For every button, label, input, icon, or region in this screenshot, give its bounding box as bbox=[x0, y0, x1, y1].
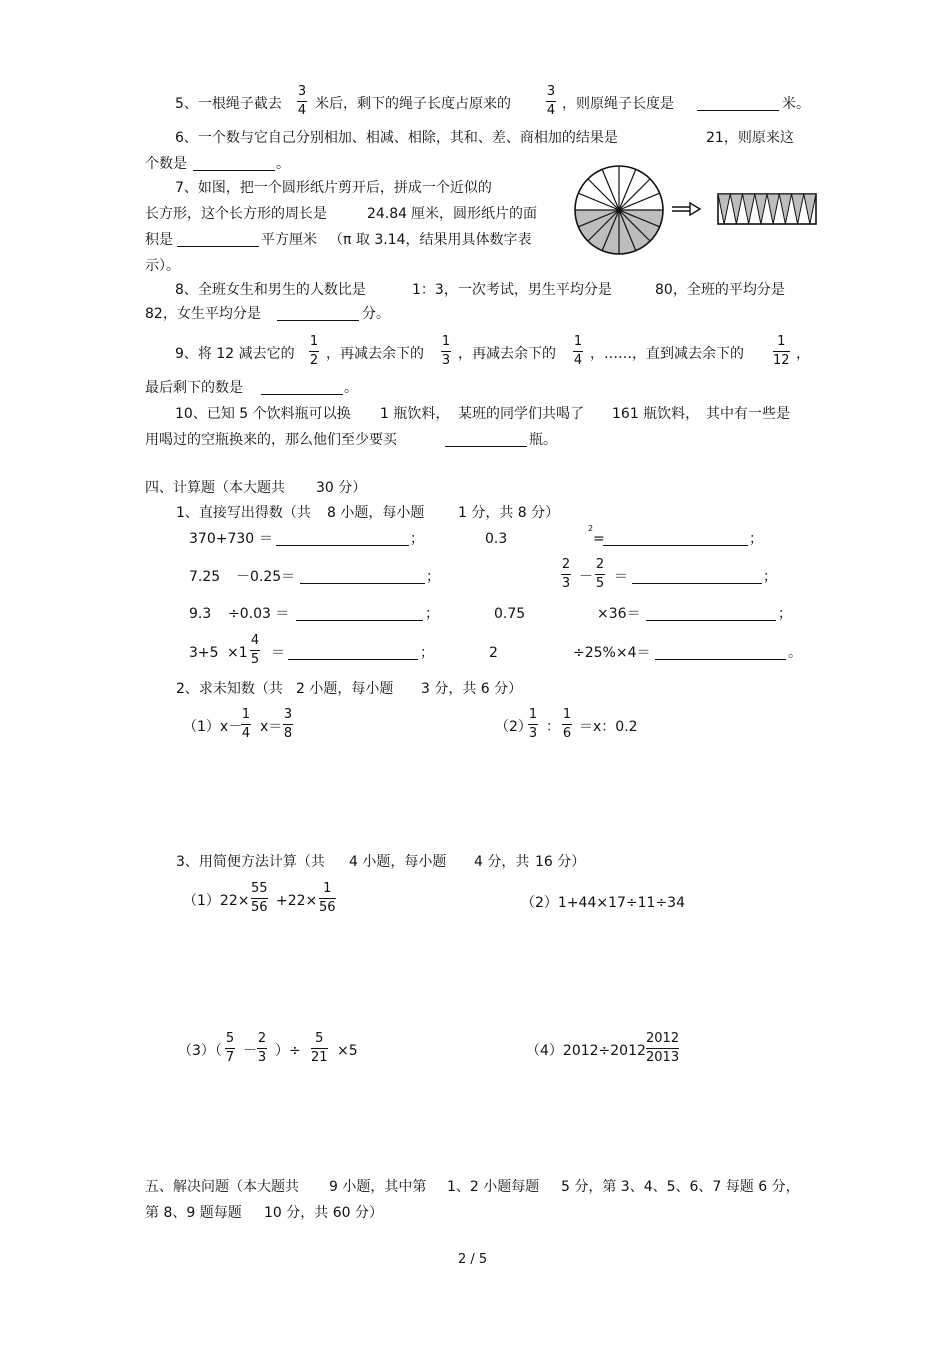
q7-text-g: （π 取 3.14，结果用具体数字表 bbox=[329, 232, 532, 248]
s1-r3-expr2: 0.75 bbox=[494, 606, 526, 622]
s1-r2-op: －0.25＝ bbox=[236, 569, 296, 585]
fraction: 5 7 bbox=[225, 1031, 235, 1065]
s2-title-c: 3 分，共 6 分） bbox=[421, 681, 523, 697]
s1-r2-minus: － bbox=[579, 569, 593, 585]
q6-text-d: 。 bbox=[276, 156, 290, 172]
s3-p3-b: ）÷ bbox=[275, 1043, 301, 1059]
section-5-b: 9 小题，其中第 bbox=[329, 1179, 427, 1195]
q9-text-f: 最后剩下的数是 bbox=[145, 380, 243, 396]
s1-r1-sep2: ； bbox=[749, 531, 763, 547]
s2-title: 2、求未知数（共 bbox=[176, 681, 283, 697]
section-5-d: 5 分，第 3、4、5、6、7 每题 6 分， bbox=[561, 1179, 800, 1195]
arrow-icon bbox=[672, 203, 700, 215]
q7-text-b: 长方形，这个长方形的周长是 bbox=[145, 206, 327, 222]
s1-r3-expr: 9.3 bbox=[189, 606, 212, 622]
section-4-title: 四、计算题（本大题共 bbox=[145, 480, 285, 496]
fraction: 2 5 bbox=[595, 557, 605, 591]
q9-text-e: ， bbox=[796, 346, 810, 362]
q10-text-b: 1 瓶饮料， bbox=[380, 406, 450, 422]
fraction: 2 3 bbox=[561, 557, 571, 591]
q6-text-b: 21，则原来这 bbox=[706, 130, 794, 146]
s1-r4-expr: 3+5 bbox=[189, 645, 219, 661]
s1-r1-exp: 2 bbox=[588, 524, 594, 533]
sector-line bbox=[588, 179, 619, 210]
q10-text-c: 某班的同学们共喝了 bbox=[458, 406, 584, 422]
answer-blank[interactable] bbox=[261, 380, 343, 395]
s2-p2-b: ： bbox=[546, 719, 560, 735]
q9-text-a: 9、将 12 减去它的 bbox=[175, 346, 295, 362]
fraction: 5 21 bbox=[311, 1031, 328, 1065]
answer-blank[interactable] bbox=[632, 569, 762, 584]
fraction: 3 4 bbox=[546, 84, 556, 118]
s2-p1-b: x＝ bbox=[260, 719, 283, 735]
answer-blank[interactable] bbox=[603, 531, 748, 546]
answer-blank[interactable] bbox=[277, 306, 359, 321]
s1-r3-sep2: ； bbox=[778, 606, 792, 622]
fraction: 55 56 bbox=[251, 881, 268, 915]
q7-text-c: 24.84 bbox=[367, 206, 408, 222]
answer-blank[interactable] bbox=[177, 232, 259, 247]
divided-circle bbox=[575, 166, 663, 254]
q10-text-e: 其中有一些是 bbox=[706, 406, 790, 422]
q8-text-a: 8、全班女生和男生的人数比是 bbox=[175, 282, 366, 298]
sector-line bbox=[619, 179, 650, 210]
fraction: 1 4 bbox=[241, 707, 251, 741]
q5-text-d: 米。 bbox=[782, 96, 810, 112]
fraction: 3 8 bbox=[283, 707, 293, 741]
answer-blank[interactable] bbox=[288, 645, 418, 660]
q7-text-e: 积是 bbox=[145, 232, 173, 248]
s3-p2: （2）1+44×17÷11÷34 bbox=[521, 895, 685, 911]
s1-r1-expr: 370+730 bbox=[189, 531, 255, 547]
answer-blank[interactable] bbox=[655, 645, 786, 660]
s3-title-d: 16 分） bbox=[535, 854, 586, 870]
section-4-score: 30 分） bbox=[316, 480, 367, 496]
fraction: 1 4 bbox=[573, 334, 583, 368]
s1-r2-eq2: ＝ bbox=[614, 569, 628, 585]
q7-text-f: 平方厘米 bbox=[261, 232, 317, 248]
s3-p1-b: +22× bbox=[276, 893, 318, 909]
q9-text-b: ，再减去余下的 bbox=[326, 346, 424, 362]
s3-p1-a: （1）22× bbox=[183, 893, 250, 909]
q7-text-d: 厘米，圆形纸片的面 bbox=[411, 206, 537, 222]
fraction: 1 6 bbox=[562, 707, 572, 741]
s1-r1-eq2: = bbox=[593, 531, 605, 547]
q6-text-c: 个数是 bbox=[145, 156, 187, 172]
answer-blank[interactable] bbox=[296, 606, 423, 621]
fraction: 1 3 bbox=[528, 707, 538, 741]
q9-text-c: ，再减去余下的 bbox=[458, 346, 556, 362]
fraction: 1 12 bbox=[773, 334, 790, 368]
s1-r2-sep2: ； bbox=[763, 569, 777, 585]
q8-text-b: 1：3，一次考试，男生平均分是 bbox=[412, 282, 612, 298]
s3-p3-c: ×5 bbox=[337, 1043, 358, 1059]
s1-title-b: 8 小题，每小题 bbox=[327, 505, 425, 521]
s1-r1-expr2: 0.3 bbox=[485, 531, 508, 547]
q10-text-a: 10、已知 5 个饮料瓶可以换 bbox=[175, 406, 351, 422]
s3-title-c: 4 分，共 bbox=[474, 854, 530, 870]
q9-text-d: ，……，直到减去余下的 bbox=[590, 346, 744, 362]
fraction: 1 56 bbox=[319, 881, 336, 915]
fraction: 4 5 bbox=[250, 633, 260, 667]
s1-r4-expr2: 2 bbox=[489, 645, 498, 661]
q5-text-a: 5、一根绳子截去 bbox=[175, 96, 282, 112]
q5-text-b: 米后，剩下的绳子长度占原来的 bbox=[315, 96, 511, 112]
s1-r2-sep: ； bbox=[426, 569, 440, 585]
fraction: 1 3 bbox=[441, 334, 451, 368]
fraction: 2 3 bbox=[257, 1031, 267, 1065]
s1-title-c: 1 分，共 8 分） bbox=[458, 505, 560, 521]
fraction: 2012 2013 bbox=[646, 1031, 680, 1065]
s1-r3-sep: ； bbox=[425, 606, 439, 622]
s2-title-b: 2 小题，每小题 bbox=[296, 681, 394, 697]
s3-title-b: 4 小题，每小题 bbox=[349, 854, 447, 870]
s1-r4-op2: ÷25%×4＝ bbox=[573, 645, 651, 661]
answer-blank[interactable] bbox=[193, 156, 275, 171]
answer-blank[interactable] bbox=[300, 569, 425, 584]
s1-r4-eq: ＝ bbox=[271, 645, 285, 661]
s1-r1-sep: ； bbox=[410, 531, 424, 547]
q7-text-a: 7、如图，把一个圆形纸片剪开后，拼成一个近似的 bbox=[175, 180, 492, 196]
answer-blank[interactable] bbox=[697, 96, 779, 111]
q5-text-c: ，则原绳子长度是 bbox=[562, 96, 674, 112]
s1-r3-op: ÷0.03 ＝ bbox=[228, 606, 290, 622]
section-5-e: 第 8、9 题每题 bbox=[145, 1205, 242, 1221]
circle-to-rectangle-figure bbox=[572, 160, 822, 266]
s3-title: 3、用简便方法计算（共 bbox=[176, 854, 325, 870]
s1-title: 1、直接写出得数（共 bbox=[176, 505, 311, 521]
q8-text-c: 80，全班的平均分是 bbox=[655, 282, 785, 298]
s3-p4-a: （4）2012÷2012 bbox=[526, 1043, 646, 1059]
s1-r3-op2: ×36＝ bbox=[597, 606, 641, 622]
q10-text-g: 瓶。 bbox=[529, 432, 557, 448]
section-5-c: 1、2 小题每题 bbox=[447, 1179, 540, 1195]
s1-r4-sep: ； bbox=[420, 645, 434, 661]
page-number: 2 / 5 bbox=[458, 1252, 488, 1267]
q9-text-g: 。 bbox=[344, 380, 358, 396]
q8-text-d: 82，女生平均分是 bbox=[145, 306, 261, 322]
section-5-f: 10 分，共 60 分） bbox=[264, 1205, 383, 1221]
s1-r2-expr: 7.25 bbox=[189, 569, 221, 585]
s3-p3-minus: － bbox=[243, 1043, 257, 1059]
answer-blank[interactable] bbox=[276, 531, 409, 546]
approximate-rectangle bbox=[718, 194, 816, 224]
s2-p2-c: ＝x：0.2 bbox=[579, 719, 638, 735]
s1-r1-eq: ＝ bbox=[259, 531, 273, 547]
answer-blank[interactable] bbox=[646, 606, 776, 621]
answer-blank[interactable] bbox=[445, 432, 527, 447]
s1-r4-op: ×1 bbox=[227, 645, 248, 661]
s3-p3-a: （3）（ bbox=[178, 1043, 222, 1059]
q10-text-f: 用喝过的空瓶换来的，那么他们至少要买 bbox=[145, 432, 397, 448]
q8-text-e: 分。 bbox=[362, 306, 390, 322]
section-5-a: 五、解决问题（本大题共 bbox=[145, 1179, 299, 1195]
fraction: 1 2 bbox=[309, 334, 319, 368]
fraction: 3 4 bbox=[297, 84, 307, 118]
s2-p1-a: （1）x－ bbox=[183, 719, 243, 735]
q10-text-d: 161 瓶饮料， bbox=[612, 406, 700, 422]
s2-p2-a: （2） bbox=[495, 719, 532, 735]
s1-r4-end: 。 bbox=[788, 645, 802, 661]
q6-text-a: 6、一个数与它自己分别相加、相减、相除，其和、差、商相加的结果是 bbox=[175, 130, 618, 146]
q7-text-h: 示）。 bbox=[145, 258, 180, 274]
